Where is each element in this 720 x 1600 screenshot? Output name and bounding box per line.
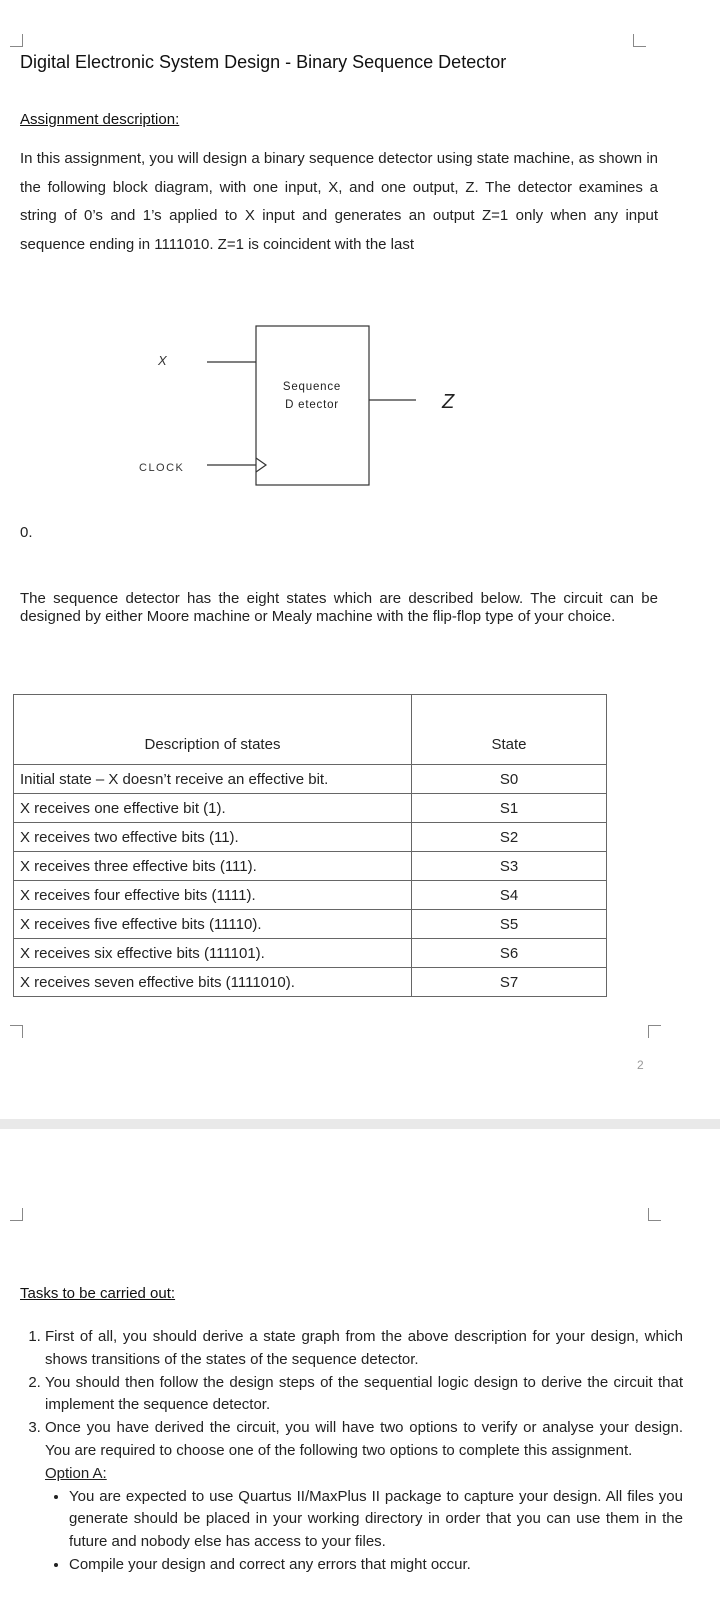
crop-mark (648, 1025, 661, 1038)
states-intro: The sequence detector has the eight states which are described below. The circuit can be designed by either Moore machine or Mealy machine with the flip-flop type of your choice. (20, 590, 658, 625)
row-description: Initial state – X doesn’t receive an effective bit. (14, 765, 412, 794)
crop-mark (10, 1208, 23, 1221)
row-description: X receives four effective bits (1111). (14, 881, 412, 910)
page-number: 2 (637, 1058, 644, 1072)
table-row (14, 852, 607, 881)
table-row (14, 939, 607, 968)
table-row (14, 823, 607, 852)
row-description: X receives seven effective bits (1111010). (14, 968, 412, 997)
tasks-list (20, 1326, 683, 1577)
row-state: S0 (412, 765, 607, 794)
crop-mark (10, 1025, 23, 1038)
row-state: S3 (412, 852, 607, 881)
page-separator (0, 1119, 720, 1129)
block-diagram (0, 320, 720, 490)
assignment-heading: Assignment description: (20, 111, 180, 128)
states-table (13, 694, 607, 997)
option-a-label: Option A: (45, 1464, 107, 1482)
assignment-description: In this assignment, you will design a binary sequence detector using state machine, as shown in the following block diagram, with one input, X, and one output, Z. The detector examines a string of 0’s and 1’s applied to X input and generates an output Z=1 only when any input sequence ending in 1111010. Z=1 is coincident with the last (20, 150, 658, 253)
list-item (45, 1417, 683, 1577)
row-description: X receives one effective bit (1). (14, 794, 412, 823)
bullet-item: • You are expected to use Quartus II/MaxPlus II package to capture your design. All files you generate should be placed in your working directory in order that you can use them in the future and nobody else has access to your files. (69, 1486, 683, 1554)
row-description: X receives three effective bits (111). (14, 852, 412, 881)
list-item: 2. You should then follow the design steps of the sequential logic design to derive the circuit that implement the sequence detector. (45, 1372, 683, 1418)
crop-mark (648, 1208, 661, 1221)
header-description: Description of states (14, 695, 412, 765)
table-header-row (14, 695, 607, 765)
row-state: S2 (412, 823, 607, 852)
box-label-line2: D etector (285, 399, 339, 411)
row-description: X receives five effective bits (11110). (14, 910, 412, 939)
row-description: X receives six effective bits (111101). (14, 939, 412, 968)
row-state: S1 (412, 794, 607, 823)
stray-text: 0. (20, 524, 33, 541)
page-title: Digital Electronic System Design - Binary Sequence Detector (20, 52, 507, 72)
output-label: Z (442, 391, 455, 413)
row-state: S4 (412, 881, 607, 910)
table-row (14, 881, 607, 910)
clock-label: CLOCK (139, 462, 185, 474)
list-item: 1. First of all, you should derive a state graph from the above description for your design, which shows transitions of the states of the sequence detector. (45, 1326, 683, 1372)
table-row (14, 765, 607, 794)
row-description: X receives two effective bits (11). (14, 823, 412, 852)
list-item-text: Once you have derived the circuit, you will have two options to verify or analyse your design. You are required to choose one of the following two options to complete this assignment. (45, 1419, 683, 1459)
input-label: X (158, 353, 167, 368)
table-row (14, 794, 607, 823)
table-row (14, 968, 607, 997)
table-row (14, 910, 607, 939)
row-state: S7 (412, 968, 607, 997)
clock-triangle-icon (256, 458, 266, 472)
row-state: S5 (412, 910, 607, 939)
option-a-bullets (45, 1486, 683, 1577)
row-state: S6 (412, 939, 607, 968)
crop-mark (10, 34, 23, 47)
bullet-item: • Compile your design and correct any errors that might occur. (69, 1554, 683, 1577)
box-label-line1: Sequence (282, 381, 342, 393)
header-state: State (412, 695, 607, 765)
crop-mark (633, 34, 646, 47)
tasks-heading: Tasks to be carried out: (20, 1285, 176, 1302)
